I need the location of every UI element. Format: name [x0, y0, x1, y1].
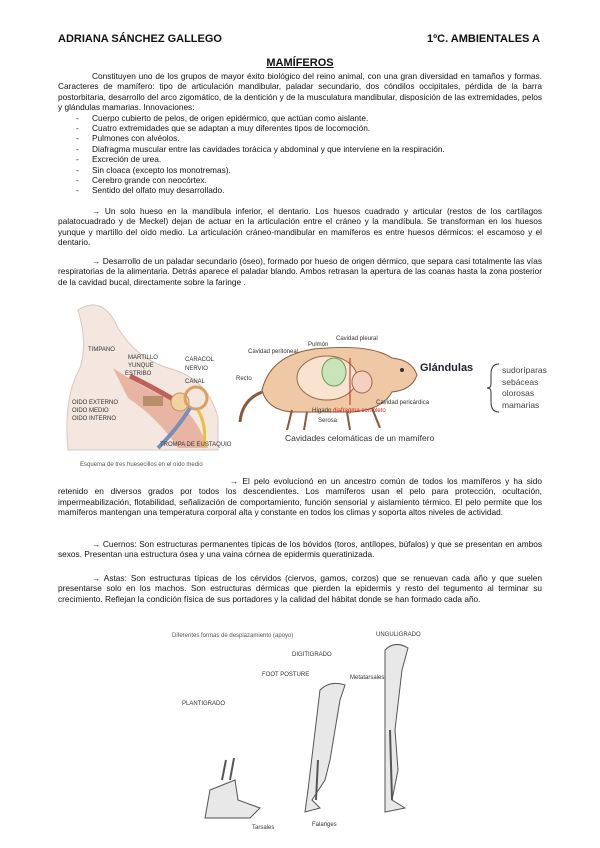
antlers-paragraph: → Astas: Son estructuras típicas de los cérvidos (ciervos, gamos, corzos) que se renuevan cada año y que suelen presentarse solo en los machos. Son estructuras dérmicas que pierden la epidermis y resto del tegumento al terminar su crecimiento. Reflejan la condición física de sus portadores y la calidad del hábitat donde se han formado cada año.: [58, 573, 542, 604]
list-item: mamarias: [502, 399, 540, 410]
loco-label-foot-posture: FOOT POSTURE: [262, 672, 310, 678]
ear-label-tympanum: TIMPANO: [88, 347, 115, 353]
glands-list: [502, 365, 547, 411]
glands-brace: [487, 362, 501, 414]
cavity-label-diaphragm: diafragma completo: [333, 408, 386, 414]
loco-label-digitigrade: DIGITIGRADO: [292, 652, 332, 658]
list-item: - Sin cloaca (excepto los monotremas).: [58, 165, 542, 175]
intro-section: [58, 71, 542, 196]
limb-postures-diagram: [180, 640, 425, 835]
cavity-label-pleural: Cavidad pleural: [336, 336, 378, 342]
cavity-label-liver: Hígado: [312, 408, 332, 414]
list-item: - Pulmones con alvéolos.: [58, 133, 542, 143]
cavity-label-lung: Pulmón: [308, 342, 329, 348]
loco-label-phalanges: Falanges: [312, 822, 337, 828]
jaw-section: [58, 206, 542, 248]
cavity-label-pericardial: Cavidad pericárdica: [376, 400, 430, 406]
list-item: olorosas: [502, 388, 535, 398]
hair-paragraph: → El pelo evolucionó en un ancestro común de todos los mamíferos y ha sido retenido en diversos grados por todos los descendientes. Los mamíferos usan el pelo para protección, ocultación, impermeabilización, flotabilidad, señalización de comportamiento, función sensorial y aislamiento térmico. El pelo permite que los mamíferos mantengan una temperatura corporal alta y constante en todos los climas y soporta altos niveles de actividad.: [58, 476, 542, 518]
list-item: sudoríparas: [502, 365, 547, 375]
palate-paragraph: → Desarrollo de un paladar secundario (óseo), formado por hueso de origen dérmico, que separa casi totalmente las vías respiratorias de la alimentaria. Detrás aparece el paladar blando. Ambos retrasan la apertura de las coanas hasta la zona posterior de la cavidad bucal, directamente sobre la faringe .: [58, 256, 542, 287]
ear-label-inner: OIDO INTERNO: [72, 416, 117, 422]
list-item: sebáceas: [502, 376, 539, 387]
ear-label-stapes: ESTRIBO: [125, 371, 152, 377]
course-label: 1ºC. AMBIENTALES A: [426, 33, 540, 45]
loco-label-unguligrade: UNGULIGRADO: [376, 632, 421, 638]
ear-caption: Esquema de tres huesecillos en el oído medio: [80, 462, 203, 468]
list-item: - Cuerpo cubierto de pelos, de origen epidérmico, que actúan como aislante.: [58, 113, 542, 123]
innovations-list: [58, 113, 542, 196]
horns-paragraph: → Cuernos: Son estructuras permanentes típicas de los bóvidos (toros, antílopes, búfalos) y que se presentan en ambos sexos. Presentan una estructura ósea y una vaina córnea de epidermis queratinizada.: [58, 539, 542, 560]
list-item: - Excreción de urea.: [58, 154, 542, 164]
cavity-label-rectum: Recto: [236, 376, 252, 382]
page-title: MAMÍFEROS: [266, 57, 334, 69]
jaw-paragraph: → Un solo hueso en la mandíbula inferior, el dentario. Los huesos cuadrado y articular (restos de los cartílagos palatocuadrado y de Meckel) dejan de actuar en la articulación entre el cráneo y la mandíbula. Se transforman en los huesos yunque y martillo del oído medio. La articulación cráneo-mandibular en mamíferos es entre huesos dérmicos: el escamoso y el dentario.: [58, 206, 542, 248]
author-name: ADRIANA SÁNCHEZ GALLEGO: [58, 33, 222, 45]
palate-section: [58, 256, 542, 287]
hair-section: [58, 476, 542, 518]
cavity-caption: Cavidades celomáticas de un mamífero: [285, 433, 435, 443]
ear-label-eustachian: TROMPA DE EUSTAQUIO: [160, 442, 232, 448]
list-item: - Diafragma muscular entre las cavidades torácica y abdominal y que interviene en la respiración.: [58, 144, 542, 154]
ear-label-nerve: NERVIO: [185, 366, 208, 372]
ear-label-middle: OIDO MEDIO: [72, 408, 109, 414]
loco-label-plantigrade: PLANTIGRADO: [182, 701, 226, 707]
locomotion-caption: Diferentes formas de desplazamiento (apoyo): [172, 633, 294, 639]
list-item: - Cuatro extremidades que se adaptan a muy diferentes tipos de locomoción.: [58, 123, 542, 133]
ear-label-canal: CANAL: [185, 379, 206, 385]
glands-title: Glándulas: [420, 362, 474, 374]
ear-label-malleus: MARTILLO: [128, 355, 158, 361]
antlers-section: [58, 573, 542, 604]
ear-label-cochlea: CARACOL: [185, 357, 215, 363]
intro-paragraph: Constituyen uno de los grupos de mayor éxito biológico del reino animal, con una gran diversidad en tamaños y formas. Caracteres de mamífero: tipo de articulación mandibular, paladar secundario, dos cóndilos occipitales, pérdida de la barra postorbitaria, desarrollo del arco zigomático, de la dentición y de la musculatura mandibular, disposición de las extremidades, pelos y glándulas mamarias. Innovaciones:: [58, 71, 542, 113]
loco-label-metatarsals: Metatarsales: [350, 675, 385, 681]
list-item: - Sentido del olfato muy desarrollado.: [58, 185, 542, 195]
ear-label-incus: YUNQUE: [128, 363, 154, 369]
list-item: - Cerebro grande con neocórtex.: [58, 175, 542, 185]
ear-label-outer: OIDO EXTERNO: [72, 400, 119, 406]
loco-label-tarsals: Tarsales: [252, 825, 275, 831]
horns-section: [58, 539, 542, 560]
cavity-label-peritoneal: Cavidad peritoneal: [248, 349, 299, 355]
cavity-label-serosa: Serosa: [318, 418, 338, 424]
